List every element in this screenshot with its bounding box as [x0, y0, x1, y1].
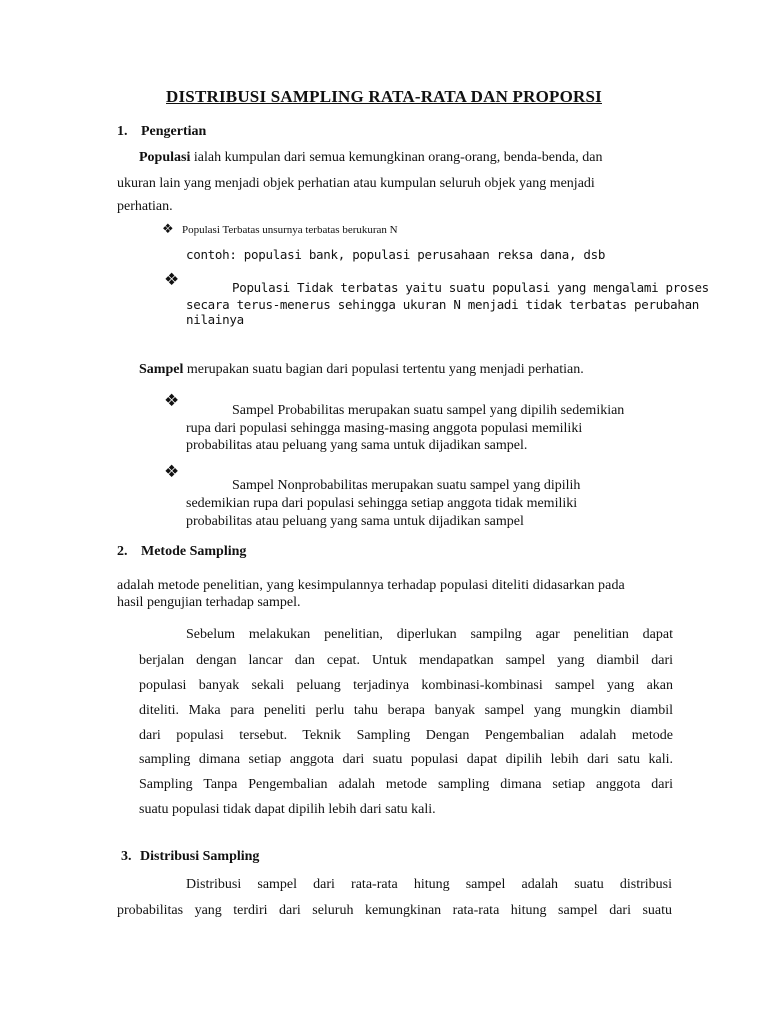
populasi-line-2: ukuran lain yang menjadi objek perhatian atau kumpulan seluruh objek yang menjadi [117, 176, 595, 191]
bullet-populasi-example: contoh: populasi bank, populasi perusahaan reksa dana, dsb [186, 247, 606, 262]
sampel-text: merupakan suatu bagian dari populasi tertentu yang menjadi perhatian. [186, 362, 584, 377]
section-1-heading [117, 124, 206, 140]
diamond-bullet-icon: ❖ [164, 391, 180, 411]
metode-para-line-2: berjalan dengan lancar dan cepat. Untuk mendapatkan sampel yang diambil dari [139, 653, 673, 668]
bullet-sampel-probabilitas-3: probabilitas atau peluang yang sama untuk dijadikan sampel. [186, 438, 528, 453]
populasi-text-1: ialah kumpulan dari semua kemungkinan orang-orang, benda-benda, dan [193, 150, 603, 165]
section-3-number: 3. [121, 849, 132, 864]
populasi-line-3: perhatian. [117, 199, 173, 214]
distribusi-line-1: Distribusi sampel dari rata-rata hitung sampel adalah suatu distribusi [186, 877, 672, 892]
metode-para-line-5: dari populasi tersebut. Teknik Sampling Dengan Pengembalian adalah metode [139, 728, 673, 743]
bullet-populasi-tidak-terbatas-2: secara terus-menerus sehingga ukuran N menjadi tidak terbatas perubahan [186, 297, 700, 312]
section-1-title: Pengertian [141, 124, 207, 139]
metode-para-line-7: Sampling Tanpa Pengembalian adalah metode sampling dimana setiap anggota dari [139, 777, 673, 792]
bullet-sampel-nonprobabilitas-3: probabilitas atau peluang yang sama untuk dijadikan sampel [186, 514, 524, 529]
bullet-sampel-nonprobabilitas-2: sedemikian rupa dari populasi sehingga setiap anggota tidak memiliki [186, 496, 578, 511]
bullet-sampel-probabilitas-2: rupa dari populasi sehingga masing-masing anggota populasi memiliki [186, 421, 583, 436]
diamond-bullet-icon: ❖ [164, 270, 180, 290]
metode-para-line-6: sampling dimana setiap anggota dari suatu populasi dapat dipilih lebih dari satu kali. [139, 752, 673, 767]
metode-para-line-3: populasi banyak sekali peluang terjadinya kombinasi-kombinasi sampel yang akan [139, 678, 673, 693]
metode-intro-line-2: hasil pengujian terhadap sampel. [117, 595, 301, 610]
section-2-title: Metode Sampling [141, 544, 247, 559]
sampel-definition [139, 360, 584, 380]
section-2-number: 2. [117, 544, 128, 559]
bullet-sampel-nonprobabilitas-1: Sampel Nonprobabilitas merupakan suatu sampel yang dipilih [232, 478, 581, 493]
sampel-term: Sampel [139, 362, 184, 377]
section-3-title: Distribusi Sampling [140, 849, 260, 864]
populasi-line-1 [139, 148, 602, 168]
metode-para-line-4: diteliti. Maka para peneliti perlu tahu berapa banyak sampel yang mungkin diambil [139, 703, 673, 718]
metode-intro-line-1: adalah metode penelitian, yang kesimpulannya terhadap populasi diteliti didasarkan pada [117, 578, 625, 593]
bullet-populasi-terbatas: Populasi Terbatas unsurnya terbatas berukuran N [182, 224, 398, 236]
distribusi-line-2: probabilitas yang terdiri dari seluruh kemungkinan rata-rata hitung sampel dari suatu [117, 903, 672, 918]
section-2-heading [117, 544, 246, 560]
bullet-populasi-tidak-terbatas-3: nilainya [186, 312, 244, 327]
diamond-bullet-icon: ❖ [162, 222, 174, 237]
section-1-number: 1. [117, 124, 128, 139]
document-title: DISTRIBUSI SAMPLING RATA-RATA DAN PROPORSI [166, 87, 602, 106]
populasi-term: Populasi [139, 150, 191, 165]
diamond-bullet-icon: ❖ [164, 462, 180, 482]
section-3-heading [121, 849, 259, 865]
metode-para-line-1: Sebelum melakukan penelitian, diperlukan sampilng agar penelitian dapat [186, 627, 673, 642]
metode-para-line-8: suatu populasi tidak dapat dipilih lebih dari satu kali. [139, 802, 436, 817]
bullet-sampel-probabilitas-1: Sampel Probabilitas merupakan suatu sampel yang dipilih sedemikian [232, 403, 625, 418]
bullet-populasi-tidak-terbatas-1: Populasi Tidak terbatas yaitu suatu populasi yang mengalami proses [232, 280, 709, 295]
